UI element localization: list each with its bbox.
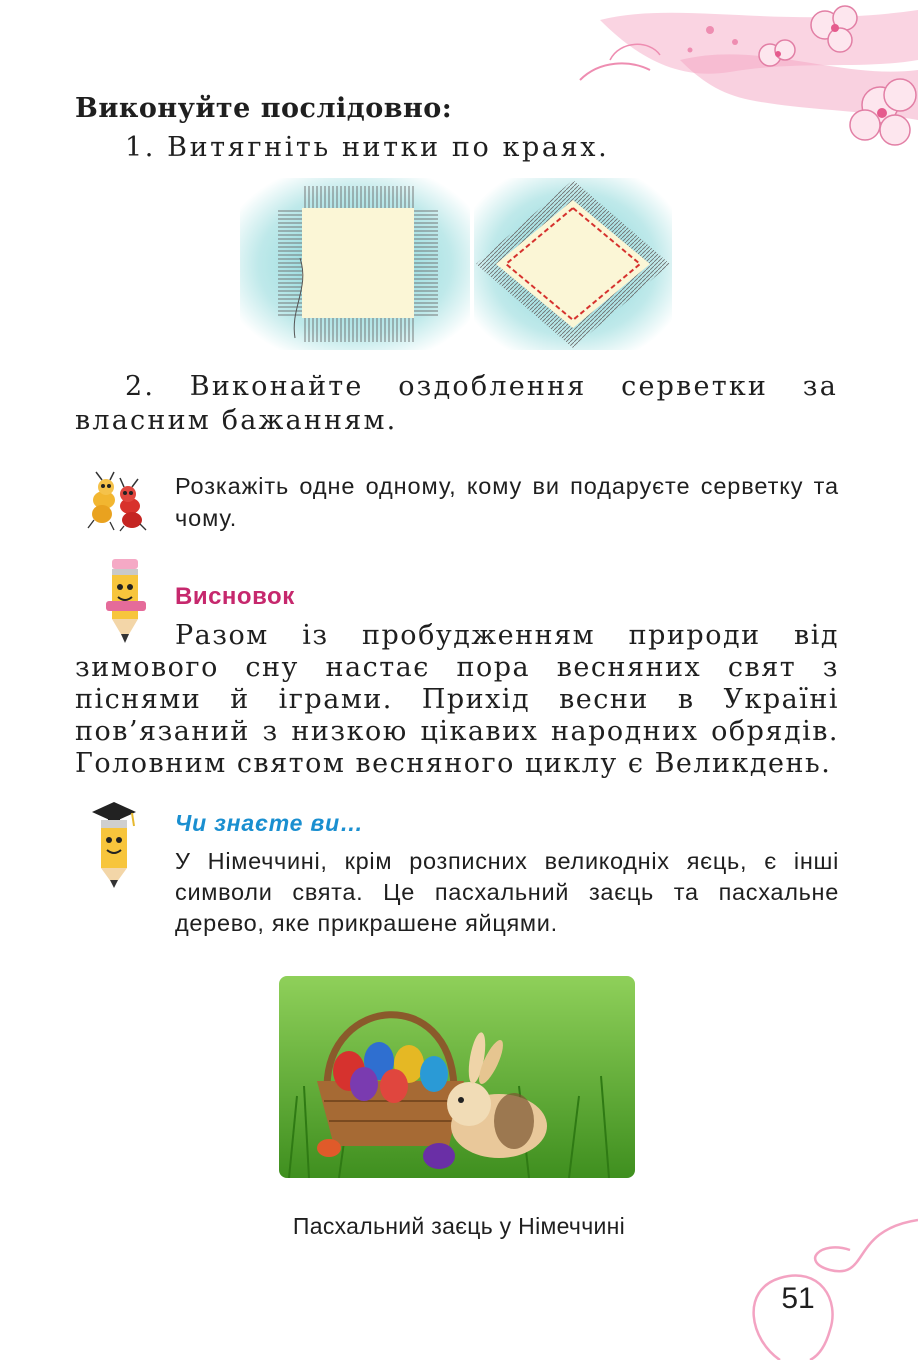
floral-corner-decoration [560,0,918,170]
instructions-heading: Виконуйте послідовно: [75,93,453,124]
graduate-pencil-icon [88,800,140,890]
step-2-text: 2. Виконайте оздоблення серветки за власним бажанням. [75,371,838,436]
conclusion-title: Висновок [175,583,295,610]
photo-caption: Пасхальний заєць у Німеччині [292,1213,626,1239]
conclusion-text: Разом із пробудженням природи від зимового сну настає пора весняних свят з піснями й іграми. Прихід весни в Україні пов’язаний з низкою цікавих народних обрядів. Головним святом весняного циклу є Великдень. [75,620,839,779]
did-you-know-text: У Німеччині, крім розписних великодніх яєць, є інші символи свята. Це пасхальний заєць та пасхальне дерево, яке прикрашене яйцями. [175,848,839,936]
page-number: 51 [781,1282,815,1315]
napkin-diamond-illustration [474,178,672,350]
ants-icon [82,470,152,532]
step-1-text: 1. Витягніть нитки по краях. [125,132,610,163]
discussion-text: Розкажіть одне одному, кому ви подаруєте серветку та чому. [175,473,839,531]
did-you-know-title: Чи знаєте ви… [175,810,364,836]
napkin-fringe-illustration [240,178,470,350]
easter-bunny-photo [279,976,635,1178]
page-number-swirl-decoration [700,1200,918,1360]
